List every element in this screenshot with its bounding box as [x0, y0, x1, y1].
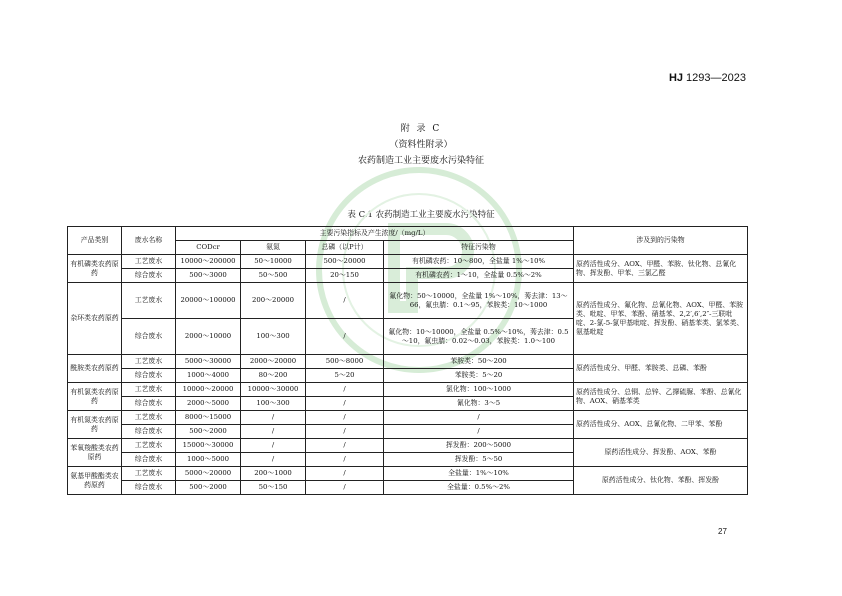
- characteristic-cell: 氯化物：100～1000: [384, 383, 574, 397]
- ammonia-cell: /: [241, 411, 306, 425]
- phosphorus-cell: /: [306, 411, 384, 425]
- characteristic-cell: 有机磷农药：10～800，全盐量 1%～10%: [384, 255, 574, 269]
- wastewater-type-cell: 工艺废水: [122, 255, 176, 269]
- cod-cell: 15000～30000: [176, 439, 241, 453]
- ammonia-cell: 50～150: [241, 481, 306, 495]
- ammonia-cell: /: [241, 453, 306, 467]
- ammonia-cell: 100～300: [241, 319, 306, 355]
- pollutants-cell: 原药活性成分、AOX、甲醛、苯胺、钛化物、总氰化物、挥发酚、甲苯、三氯乙醛: [574, 255, 748, 283]
- phosphorus-cell: /: [306, 425, 384, 439]
- cod-cell: 2000～5000: [176, 397, 241, 411]
- characteristic-cell: 挥发酚：5～50: [384, 453, 574, 467]
- wastewater-type-cell: 综合废水: [122, 453, 176, 467]
- characteristic-cell: 挥发酚：200～5000: [384, 439, 574, 453]
- cod-cell: 500～3000: [176, 269, 241, 283]
- appendix-subtitle: 农药制造工业主要废水污染特征: [357, 156, 484, 166]
- characteristic-cell: 有机磷农药：1～10，全盐量 0.5%～2%: [384, 269, 574, 283]
- wastewater-characteristics-table: [67, 226, 748, 495]
- header-ammonia: 氨氮: [241, 241, 306, 255]
- ammonia-cell: 80～200: [241, 369, 306, 383]
- pollutants-cell: 原药活性成分、甲醛、苯胺类、总磷、苯酚: [574, 355, 748, 383]
- characteristic-cell: 氟化物：10～10000，全盐量 0.5%～10%，莠去津：0.5～10，氟虫腈：0.02～0.03，苯胺类：1.0～100: [384, 319, 574, 355]
- ammonia-cell: 200～1000: [241, 467, 306, 481]
- phosphorus-cell: /: [306, 453, 384, 467]
- phosphorus-cell: 500～8000: [306, 355, 384, 369]
- appendix-note: （资料性附录）: [389, 140, 453, 150]
- wastewater-type-cell: 工艺废水: [122, 283, 176, 319]
- product-type-cell: 有机氮类农药原药: [68, 411, 122, 439]
- ammonia-cell: 50～500: [241, 269, 306, 283]
- product-type-cell: 有机氯类农药原药: [68, 383, 122, 411]
- characteristic-cell: /: [384, 425, 574, 439]
- ammonia-cell: 200～20000: [241, 283, 306, 319]
- page-number: 27: [718, 527, 727, 536]
- cod-cell: 500～2000: [176, 425, 241, 439]
- ammonia-cell: 50～10000: [241, 255, 306, 269]
- cod-cell: 20000～100000: [176, 283, 241, 319]
- ammonia-cell: 10000～30000: [241, 383, 306, 397]
- pollutants-cell: 原药活性成分、挥发酚、AOX、苯酚: [574, 439, 748, 467]
- ammonia-cell: 2000～20000: [241, 355, 306, 369]
- phosphorus-cell: /: [306, 439, 384, 453]
- header-wastewater-name: 废水名称: [122, 227, 176, 255]
- table-row: [68, 255, 748, 269]
- header-characteristic: 特征污染物: [384, 241, 574, 255]
- phosphorus-cell: /: [306, 481, 384, 495]
- characteristic-cell: 苯胺类：50～200: [384, 355, 574, 369]
- table-row: [68, 383, 748, 397]
- wastewater-type-cell: 综合废水: [122, 425, 176, 439]
- standard-code-prefix: HJ: [668, 72, 683, 84]
- phosphorus-cell: /: [306, 319, 384, 355]
- pollutants-cell: 原药活性成分、AOX、总氰化物、二甲苯、苯酚: [574, 411, 748, 439]
- product-type-cell: 杂环类农药原药: [68, 283, 122, 355]
- cod-cell: 1000～4000: [176, 369, 241, 383]
- product-type-cell: 氨基甲酸酯类农药原药: [68, 467, 122, 495]
- characteristic-cell: 全盐量：0.5%～2%: [384, 481, 574, 495]
- table-row: [68, 439, 748, 453]
- appendix-title: 附 录 C: [400, 124, 442, 134]
- cod-cell: 8000～15000: [176, 411, 241, 425]
- characteristic-cell: 氟化物：50～10000，全盐量 1%～10%，莠去津：13～66，氟虫腈：0.1～95，苯胺类：10～1000: [384, 283, 574, 319]
- wastewater-type-cell: 工艺废水: [122, 355, 176, 369]
- cod-cell: 10000～200000: [176, 255, 241, 269]
- header-cod: CODcr: [176, 241, 241, 255]
- header-indicator-group: 主要污染指标及产生浓度/（mg/L）: [176, 227, 574, 241]
- pollutants-cell: 原药活性成分、总铜、总锌、乙撑硫脲、苯酚、总氰化物、AOX、硝基苯类: [574, 383, 748, 411]
- wastewater-type-cell: 综合废水: [122, 269, 176, 283]
- header-product-type: 产品类别: [68, 227, 122, 255]
- ammonia-cell: /: [241, 425, 306, 439]
- wastewater-type-cell: 综合废水: [122, 319, 176, 355]
- characteristic-cell: 氰化物：3～5: [384, 397, 574, 411]
- phosphorus-cell: 20～150: [306, 269, 384, 283]
- ammonia-cell: 100～300: [241, 397, 306, 411]
- wastewater-type-cell: 工艺废水: [122, 439, 176, 453]
- table-row: [68, 467, 748, 481]
- cod-cell: 2000～10000: [176, 319, 241, 355]
- cod-cell: 1000～5000: [176, 453, 241, 467]
- table-row: [68, 355, 748, 369]
- ammonia-cell: /: [241, 439, 306, 453]
- table-row: [68, 411, 748, 425]
- phosphorus-cell: /: [306, 383, 384, 397]
- table-row: [68, 283, 748, 319]
- phosphorus-cell: /: [306, 283, 384, 319]
- product-type-cell: 苯氧羧酸类农药原药: [68, 439, 122, 467]
- cod-cell: 5000～20000: [176, 467, 241, 481]
- product-type-cell: 有机磷类农药原药: [68, 255, 122, 283]
- cod-cell: 500～2000: [176, 481, 241, 495]
- wastewater-type-cell: 工艺废水: [122, 383, 176, 397]
- phosphorus-cell: /: [306, 397, 384, 411]
- cod-cell: 10000～20000: [176, 383, 241, 397]
- characteristic-cell: 全盐量：1%～10%: [384, 467, 574, 481]
- table-caption: 表 C.1 农药制造工业主要废水污染特征: [347, 210, 495, 220]
- header-pollutants: 涉及到的污染物: [574, 227, 748, 255]
- wastewater-type-cell: 综合废水: [122, 369, 176, 383]
- phosphorus-cell: 500～20000: [306, 255, 384, 269]
- characteristic-cell: 苯胺类：5～20: [384, 369, 574, 383]
- phosphorus-cell: /: [306, 467, 384, 481]
- wastewater-type-cell: 工艺废水: [122, 411, 176, 425]
- wastewater-type-cell: 工艺废水: [122, 467, 176, 481]
- cod-cell: 5000～30000: [176, 355, 241, 369]
- pollutants-cell: 原药活性成分、氟化物、总氰化物、AOX、甲醛、苯胺类、吡啶、甲苯、苯酚、硝基苯、2,2′,6′,2″-三联吡啶、2-氯-5-氯甲基吡啶、挥发酚、硝基苯类、氯苯类、氨基吡啶: [574, 283, 748, 355]
- characteristic-cell: /: [384, 411, 574, 425]
- header-phosphorus: 总磷（以P计）: [306, 241, 384, 255]
- standard-code-number: 1293—2023: [683, 72, 746, 84]
- standard-code: [669, 72, 746, 84]
- phosphorus-cell: 5～20: [306, 369, 384, 383]
- wastewater-type-cell: 综合废水: [122, 481, 176, 495]
- product-type-cell: 酰胺类农药原药: [68, 355, 122, 383]
- pollutants-cell: 原药活性成分、钛化物、苯酚、挥发酚: [574, 467, 748, 495]
- wastewater-type-cell: 综合废水: [122, 397, 176, 411]
